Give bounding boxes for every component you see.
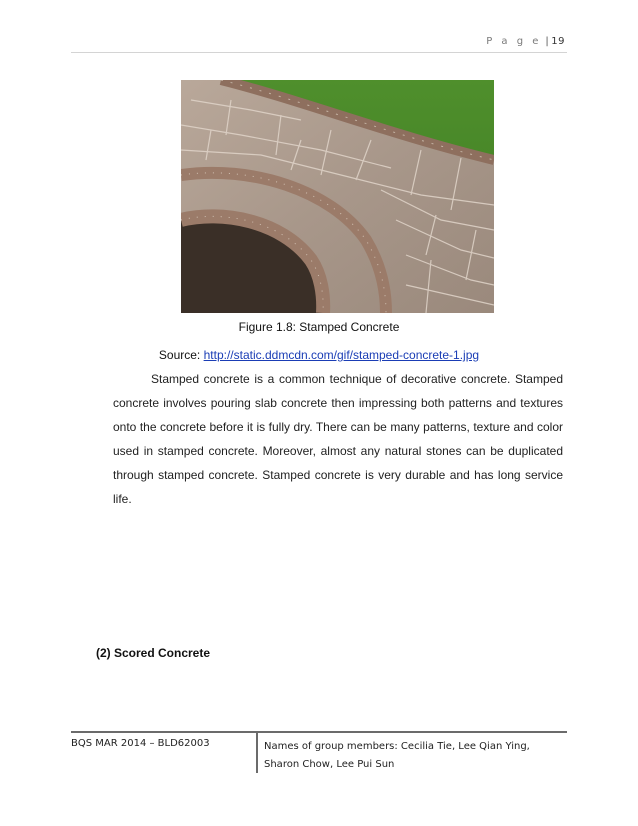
footer-group-members: Names of group members: Cecilia Tie, Lee Qian Ying, Sharon Chow, Lee Pui Sun (264, 741, 530, 770)
source-link[interactable]: http://static.ddmcdn.com/gif/stamped-concrete-1.jpg (203, 348, 480, 362)
page-number: 19 (551, 36, 565, 47)
page-label: P a g e (486, 36, 542, 47)
source-prefix: Source: (158, 348, 204, 362)
stamped-concrete-photo (181, 80, 494, 313)
body-paragraph-container (113, 367, 563, 511)
footer-column-divider (256, 731, 258, 773)
section-heading: (2) Scored Concrete (96, 646, 211, 660)
footer-divider (71, 731, 567, 733)
footer-course-code: BQS MAR 2014 – BLD62003 (71, 738, 210, 749)
body-paragraph: Stamped concrete is a common technique of decorative concrete. Stamped concrete involves pouring slab concrete then impressing both patterns and textures onto the concrete before it is fully dry. There can be many patterns, texture and color used in stamped concrete. Moreover, almost any natural stones can be duplicated through stamped concrete. Stamped concrete is very durable and has long service life. (113, 372, 563, 506)
page-header (486, 36, 565, 47)
page-separator: | (545, 36, 550, 47)
figure-caption: Figure 1.8: Stamped Concrete (238, 320, 400, 334)
figure-source (0, 348, 638, 362)
header-divider (71, 52, 567, 53)
